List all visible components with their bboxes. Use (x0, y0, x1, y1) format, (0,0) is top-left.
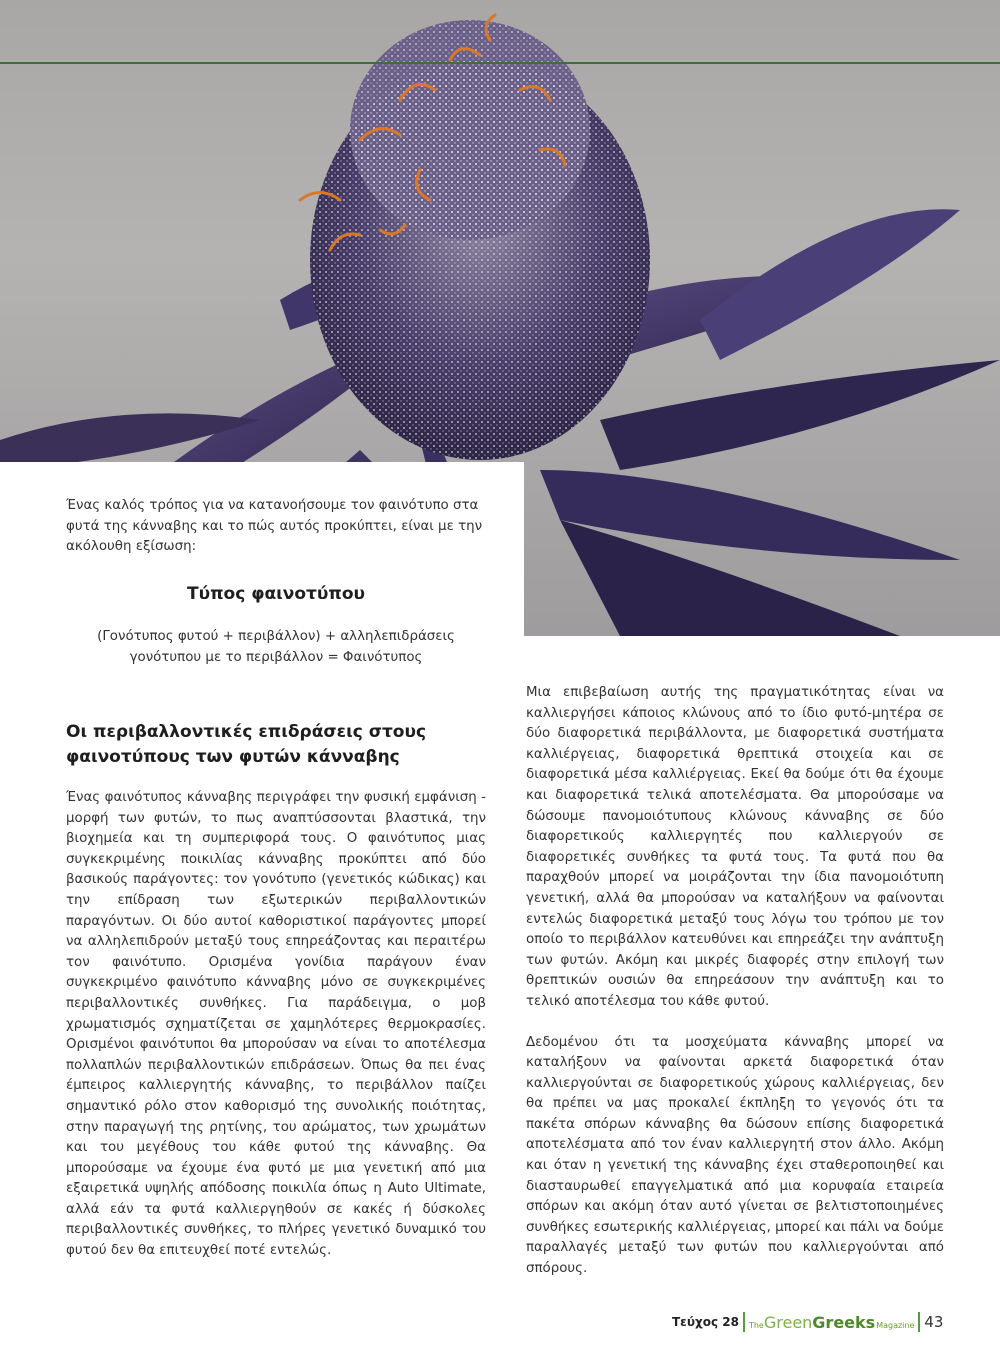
footer-divider (743, 1312, 745, 1332)
page-footer (672, 1310, 943, 1334)
left-paragraph: Ένας φαινότυπος κάνναβης περιγράφει την φυσική εμφάνιση - μορφή των φυτών, το πως αναπτύσσονται βλαστικά, την βιοχημεία και τη συμπεριφορά τους. Ο φαινότυπος μιας συγκεκριμένης ποικιλίας κάνναβης προκύπτει από δύο βασικούς παράγοντες: τον γονότυπο (γενετικός κώδικας) και την επίδραση των εξωτερικών περιβαλλοντικών παραγόντων. Οι δύο αυτοί καθοριστικοί παράγοντες μπορεί να αλληλεπιδρούν μεταξύ τους επηρεάζοντας και περαιτέρω τον φαινότυπο. Ορισμένα γονίδια παράγουν έναν συγκεκριμένο φαινότυπο κάνναβης μόνο σε συγκεκριμένες περιβαλλοντικές συνθήκες. Για παράδειγμα, ο μοβ χρωματισμός σχηματίζεται σε χαμηλότερες θερμοκρασίες. Ορισμένοι φαινότυποι θα μπορούσαν να είναι το αποτέλεσμα πολλαπλών περιβαλλοντικών επιδράσεων. Όπως θα πει ένας έμπειρος καλλιεργητής κάνναβης, το περιβάλλον παίζει σημαντικό ρόλο στον καθορισμό της συνολικής ποιότητας, στην παραγωγή της ρητίνης, του αρώματος, των χρωμάτων και του μεγέθους του κάθε φυτού της κάνναβης. Θα μπορούσαμε να έχουμε ένα φυτό με μια γενετική από μια εξαιρετικά υψηλής απόδοσης ποικιλία όπως η Auto Ultimate, αλλά εάν τα φυτά καλλιεργηθούν σε κακές ή δύσκολες περιβαλλοντικές συνθήκες, το πλήρες γενετικό δυναμικό του φυτού δεν θα επιτευχθεί ποτέ εντελώς. (66, 790, 486, 1259)
section-heading: Οι περιβαλλοντικές επιδράσεις στους φαινοτύπους των φυτών κάνναβης (66, 722, 427, 767)
intro-text: Ένας καλός τρόπος για να κατανοήσουμε τον φαινότυπο στα φυτά της κάνναβης και το πώς αυτός προκύπτει, είναι με την ακόλουθη εξίσωση: (66, 498, 483, 555)
logo-greeks: Greeks (812, 1312, 876, 1332)
right-paragraph-1: Μια επιβεβαίωση αυτής της πραγματικότητας είναι να καλλιεργήσει κάποιος κλώνους από το ίδιο φυτό-μητέρα σε δύο διαφορετικά περιβάλλοντα, με διαφορετικά συστήματα καλλιέργειας, διαφορετικά θρεπτικά στοιχεία και σε διαφορετικά μέσα καλλιέργειας. Εκεί θα δούμε ότι θα έχουμε και διαφορετικά τελικά αποτελέσματα. Θα μπορούσαμε να δώσουμε πανομοιότυπους κλώνους κάνναβης σε δύο διαφορετικούς καλλιεργητές που καλλιεργούν σε διαφορετικές συνθήκες τα φυτά τους. Τα φυτά που θα παραχθούν μπορεί να μοιράζονται την ίδια πανομοιότυπη γενετική, αλλά θα μπορούσαν να καταλήξουν να φαίνονται εντελώς διαφορετικά μεταξύ τους λόγω του τρόπου με τον οποίο το περιβάλλον κατευθύνει και επηρεάζει την ανάπτυξη των φυτών. Ακόμη και μικρές διαφορές στην επιλογή των θρεπτικών ουσιών θα επηρεάσουν την ανάπτυξη και το τελικό αποτέλεσμα του κάθε φυτού. (526, 685, 944, 1009)
magazine-logo (749, 1313, 914, 1332)
header-rule (0, 62, 1000, 64)
footer-divider-2 (918, 1312, 920, 1332)
page-number: 43 (924, 1313, 944, 1331)
left-column (66, 788, 486, 1262)
formula-text: (Γονότυπος φυτού + περιβάλλον) + αλληλεπιδράσεις γονότυπου με το περιβάλλον = Φαινότυπος (97, 629, 455, 665)
logo-green: Green (763, 1312, 813, 1332)
issue-number: Τεύχος 28 (672, 1315, 739, 1329)
logo-the: The (748, 1320, 764, 1330)
right-paragraph-2: Δεδομένου ότι τα μοσχεύματα κάνναβης μπορεί να καταλήξουν να φαίνονται αρκετά διαφορετικά όταν καλλιεργούνται σε διαφορετικούς χώρους καλλιέργειας, δεν θα πρέπει να μας προκαλεί έκπληξη το γεγονός ότι τα πακέτα σπόρων κάνναβης θα δώσουν επίσης διαφορετικά αποτελέσματα από τον έναν καλλιεργητή στον άλλο. Ακόμη και όταν η γενετική της κάνναβης έχει σταθεροποιηθεί και διασταυρωθεί επαγγελματικά από μια κορυφαία εταιρεία σπόρων και ακόμη όταν αυτό γίνεται σε βελτιστοποιημένες συνθήκες εσωτερικής καλλιέργειας, μπορεί και πάλι να δούμε παραλλαγές μεταξύ των φυτών που καλλιεργούνται από σπόρους. (526, 1034, 944, 1277)
logo-magazine: Magazine (876, 1320, 915, 1330)
formula-title: Τύπος φαινοτύπου (187, 584, 365, 604)
right-column (526, 683, 944, 1300)
